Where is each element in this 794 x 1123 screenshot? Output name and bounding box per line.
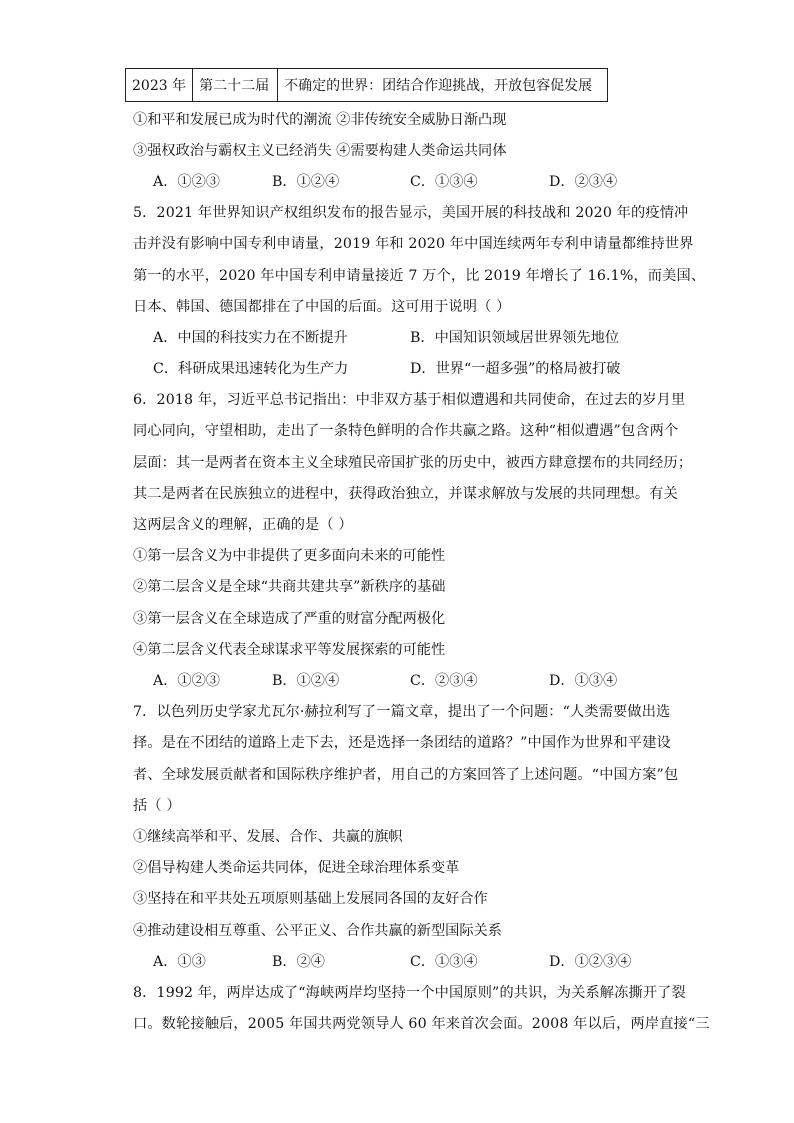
q8-stem-line: 8．1992 年，两岸达成了“海峡两岸均坚持一个中国原则”的共识，为关系解冻撕开了裂 [133,985,686,1001]
q5-stem-line: 第一的水平，2020 年中国专利申请量接近 7 万个，比 2019 年增长了 16.1%，而美国、 [133,268,706,284]
table-cell-theme: 不确定的世界：团结合作迎挑战，开放包容促发展 [278,69,608,102]
q6-option-a: A．①②③ [153,673,220,689]
q7-option-b: B．②④ [272,954,325,970]
table-row [126,69,608,102]
q6-stem-line: 其二是两者在民族独立的进程中，获得政治独立，并谋求解放与发展的共同理想。有关 [133,486,678,502]
q7-stem-line: 7．以色列历史学家尤瓦尔·赫拉利写了一篇文章，提出了一个问题：“人类需要做出选 [133,704,671,720]
q4-option-b: B．①②④ [272,174,340,190]
q7-item-line: ④推动建设相互尊重、公平正义、合作共赢的新型国际关系 [133,923,502,939]
q7-option-d: D．①②③④ [549,954,632,970]
q5-option-b: B．中国知识领域居世界领先地位 [410,330,620,346]
q7-stem-line: 择。是在不团结的道路上走下去，还是选择一条团结的道路？”中国作为世界和平建设 [133,735,671,751]
q6-item-line: ④第二层含义代表全球谋求平等发展探索的可能性 [133,642,446,658]
q5-stem-line: 日本、韩国、德国都排在了中国的后面。这可用于说明（ ） [133,299,511,315]
summit-table [125,68,608,102]
q6-stem-line: 同心同向，守望相助，走出了一条特色鲜明的合作共赢之路。这种“相似遭遇”包含两个 [133,423,679,439]
q5-option-c: C．科研成果迅速转化为生产力 [153,361,349,377]
q7-item-line: ①继续高举和平、发展、合作、共赢的旗帜 [133,829,403,845]
table-cell-year: 2023 年 [126,69,193,102]
q6-item-line: ③第一层含义在全球造成了严重的财富分配两极化 [133,611,446,627]
q6-stem-line: 层面：其一是两者在资本主义全球殖民帝国扩张的历史中，被西方肆意摆布的共同经历； [133,455,693,471]
q7-option-c: C．①③④ [410,954,478,970]
q7-item-line: ②倡导构建人类命运共同体，促进全球治理体系变革 [133,860,460,876]
q7-stem-line: 者、全球发展贡献者和国际秩序维护者，用自己的方案回答了上述问题。“中国方案”包 [133,767,679,783]
q6-option-c: C．②③④ [410,673,478,689]
q4-option-c: C．①③④ [410,174,478,190]
q6-option-b: B．①②④ [272,673,340,689]
table-cell-session: 第二十二届 [193,69,278,102]
q7-item-line: ③坚持在和平共处五项原则基础上发展同各国的友好合作 [133,891,488,907]
q4-option-d: D．②③④ [549,174,618,190]
q7-option-a: A．①③ [153,954,206,970]
q7-stem-line: 括（ ） [133,798,181,814]
q5-option-a: A．中国的科技实力在不断提升 [153,330,348,346]
q6-stem-line: 这两层含义的理解，正确的是（ ） [133,517,353,533]
q6-item-line: ②第二层含义是全球“共商共建共享”新秩序的基础 [133,579,446,595]
q4-item-line: ①和平和发展已成为时代的潮流 ②非传统安全威胁日渐凸现 [133,112,507,128]
q5-stem-line: 击并没有影响中国专利申请量，2019 年和 2020 年中国连续两年专利申请量都维持世界 [133,236,694,252]
q5-stem-line: 5．2021 年世界知识产权组织发布的报告显示，美国开展的科技战和 2020 年的疫情冲 [133,205,689,221]
q4-item-line: ③强权政治与霸权主义已经消失 ④需要构建人类命运共同体 [133,143,507,159]
q4-option-a: A．①②③ [153,174,220,190]
q6-stem-line: 6．2018 年，习近平总书记指出：中非双方基于相似遭遇和共同使命，在过去的岁月里 [133,392,686,408]
q6-item-line: ①第一层含义为中非提供了更多面向未来的可能性 [133,548,446,564]
q6-option-d: D．①③④ [549,673,618,689]
q8-stem-line: 口。数轮接触后，2005 年国共两党领导人 60 年来首次会面。2008 年以后，两岸直接“三 [133,1016,710,1032]
q5-option-d: D．世界“一超多强”的格局被打破 [410,361,621,377]
